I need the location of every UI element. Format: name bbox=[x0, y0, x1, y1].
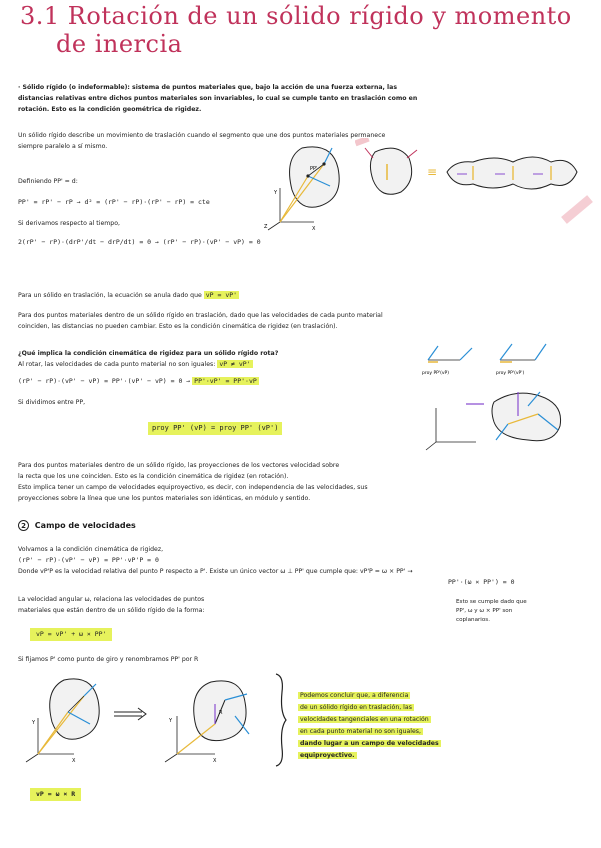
vpp-1 bbox=[460, 348, 472, 360]
rotation-line-1 bbox=[18, 359, 418, 370]
z-axis-2 bbox=[426, 442, 436, 450]
angular-velocity-text bbox=[18, 594, 358, 616]
tape-decoration bbox=[355, 138, 370, 146]
note-line-1: Esto se cumple dado que bbox=[456, 599, 527, 605]
pivot-text: Si fijamos P' como punto de giro y renombramos PP' por R bbox=[18, 656, 199, 663]
section-number: 2 bbox=[18, 520, 29, 531]
paragraph2-line-4: proyecciones sobre la línea que une los puntos materiales son idénticas, en módulo y sentido. bbox=[18, 495, 311, 502]
note-line-3: coplanarios. bbox=[456, 617, 490, 623]
vp-1 bbox=[428, 346, 438, 360]
section-heading bbox=[18, 520, 136, 531]
note-line-2: PP', ω y ω × PP' son bbox=[456, 608, 513, 614]
final-formula: vP = ω × R bbox=[30, 788, 81, 801]
conclusion-block bbox=[298, 690, 498, 762]
implies-arrow bbox=[112, 704, 148, 724]
z-axis-3 bbox=[26, 754, 38, 762]
rotating-body bbox=[492, 393, 561, 441]
definition-line-3: rotación. Esto es la condición geométrica de rigidez. bbox=[18, 106, 202, 113]
rotation-question: ¿Qué implica la condición cinemática de rigidez para un sólido rígido rota? bbox=[18, 350, 279, 357]
conclusion-line-5: dando lugar a un campo de velocidades bbox=[300, 740, 439, 747]
label-y: Y bbox=[274, 190, 278, 196]
label-x-3: X bbox=[72, 758, 76, 764]
coplanar-note bbox=[456, 598, 586, 625]
derivative-equation: 2(rP' − rP)·(drP'/dt − drP/dt) = 0 → (rP' − rP)·(vP' − vP) = 0 bbox=[18, 238, 261, 246]
label-r: R bbox=[219, 710, 223, 716]
page-title bbox=[20, 2, 590, 58]
rotation-eq-text: (rP' − rP)·(vP' − vP) = PP'·(vP' − vP) = 0 → bbox=[18, 377, 191, 385]
field-line-2b: PP'·(ω × PP') = 0 bbox=[448, 578, 515, 586]
vp-2 bbox=[500, 344, 512, 360]
point-p bbox=[306, 174, 309, 177]
label-x-4: X bbox=[213, 758, 217, 764]
title-line-2: de inercia bbox=[56, 30, 183, 58]
label-z: Z bbox=[264, 224, 268, 230]
field-equation: (rP' − rP)·(vP' − vP) = PP'·vP'P = 0 bbox=[18, 556, 159, 564]
curly-brace bbox=[272, 672, 290, 768]
z-axis-4 bbox=[165, 754, 177, 762]
velocity-formula: vP = vP' + ω × PP' bbox=[30, 628, 112, 641]
conclusion-line-3: velocidades tangenciales en una rotación bbox=[300, 716, 429, 723]
angular-line-1: La velocidad angular ω, relaciona las velocidades de puntos bbox=[18, 596, 205, 603]
definiendo-text: Definiendo PP' = d: bbox=[18, 178, 78, 185]
point-pp bbox=[322, 162, 325, 165]
rotation-diagram bbox=[420, 382, 585, 452]
body-outline-2 bbox=[447, 157, 577, 189]
translation-line-2: siempre paralelo a sí mismo. bbox=[18, 143, 108, 150]
conclusion-line-6: equiproyectivo. bbox=[300, 752, 355, 759]
definition-line-2: distancias relativas entre dichos puntos materiales son invariables, lo cual se cumple tanto en traslación como en bbox=[18, 95, 418, 102]
translation-derivation bbox=[18, 176, 288, 248]
section-title: Campo de velocidades bbox=[34, 521, 136, 530]
field-diagram-right bbox=[155, 672, 265, 764]
label-y-3: Y bbox=[32, 720, 36, 726]
paragraph1-line-1: Para dos puntos materiales dentro de un sólido rígido en traslación, dado que las velocidades de cada punto material bbox=[18, 312, 383, 319]
field-diagram-left bbox=[20, 672, 110, 764]
label-x: X bbox=[312, 226, 316, 232]
conclusion-text: Para un sólido en traslación, la ecuación se anula dado que bbox=[18, 292, 202, 299]
force-2 bbox=[407, 150, 417, 158]
translation-line-1: Un sólido rígido describe un movimiento de traslación cuando el segmento que une dos puntos materiales permanece bbox=[18, 132, 386, 139]
conclusion-line-1: Podemos concluir que, a diferencia bbox=[300, 692, 409, 699]
rotation-line-1-text: Al rotar, las velocidades de cada punto material no son iguales: bbox=[18, 361, 216, 368]
rotation-section bbox=[18, 348, 418, 408]
field-line-2: Donde vP'P es la velocidad relativa del punto P respecto a P'. Existe un único vector ω ⊥ PP' que cumple que: vP'P = ω × PP' → bbox=[18, 568, 413, 575]
definition-line-1: · Sólido rígido (o indeformable): sistema de puntos materiales que, bajo la acción de una fuerza externa, las bbox=[18, 84, 398, 91]
projection-diagram bbox=[420, 338, 585, 378]
angular-line-2: materiales que están dentro de un sólido rígido de la forma: bbox=[18, 607, 205, 614]
field-line-1: Volvamos a la condición cinemática de rigidez, bbox=[18, 546, 164, 553]
kinematic-rigidity-paragraph bbox=[18, 310, 584, 332]
rotation-line-1-highlight: vP ≠ vP' bbox=[219, 360, 251, 368]
equiprojective-paragraph bbox=[18, 460, 584, 504]
conclusion-highlight: vP = vP' bbox=[205, 291, 238, 299]
rigid-body-definition bbox=[18, 82, 584, 115]
equivalence-sign: ≡ bbox=[427, 165, 438, 179]
label-pp-vector: PP' bbox=[310, 166, 318, 172]
label-y-4: Y bbox=[169, 718, 173, 724]
paragraph1-line-2: coinciden, las distancias no pueden cambiar. Esto es la condición cinemática de rigidez (en traslación). bbox=[18, 323, 338, 330]
body-outline-1 bbox=[370, 148, 411, 194]
proy-label-2: proy PP'(vP') bbox=[496, 371, 525, 376]
translation-diagram bbox=[262, 140, 348, 232]
force-1 bbox=[365, 148, 373, 158]
translation-conclusion bbox=[18, 290, 438, 301]
conclusion-line-2: de un sólido rígido en traslación, las bbox=[300, 704, 412, 711]
conclusion-line-4: en cada punto material no son iguales, bbox=[300, 728, 421, 735]
derivative-intro: Si derivamos respecto al tiempo, bbox=[18, 220, 120, 227]
z-axis bbox=[268, 222, 280, 230]
rotation-equation bbox=[18, 376, 418, 387]
title-line-1: 3.1 Rotación de un sólido rígido y momento bbox=[20, 2, 572, 30]
divide-text: Si dividimos entre PP, bbox=[18, 399, 86, 406]
projection-equation: proy PP' (vP) = proy PP' (vP') bbox=[148, 422, 282, 435]
paragraph2-line-1: Para dos puntos materiales dentro de un sólido rígido, las proyecciones de los vectores velocidad sobre bbox=[18, 462, 340, 469]
distance-equation: PP' = rP' − rP → d² = (rP' − rP)·(rP' − rP) = cte bbox=[18, 198, 210, 206]
proy-label-1: proy PP'(vP) bbox=[422, 371, 450, 376]
paragraph2-line-2: la recta que los une coinciden. Esto es la condición cinemática de rigidez (en rotación). bbox=[18, 473, 289, 480]
velocity-field-text bbox=[18, 544, 584, 588]
forces-diagram bbox=[355, 138, 585, 206]
paragraph2-line-3: Esto implica tener un campo de velocidades equiproyectivo, es decir, con independencia de las velocidades, sus bbox=[18, 484, 368, 491]
rotation-eq-highlight: PP'·vP' = PP'·vP bbox=[194, 377, 257, 385]
vpp-2 bbox=[535, 344, 546, 360]
